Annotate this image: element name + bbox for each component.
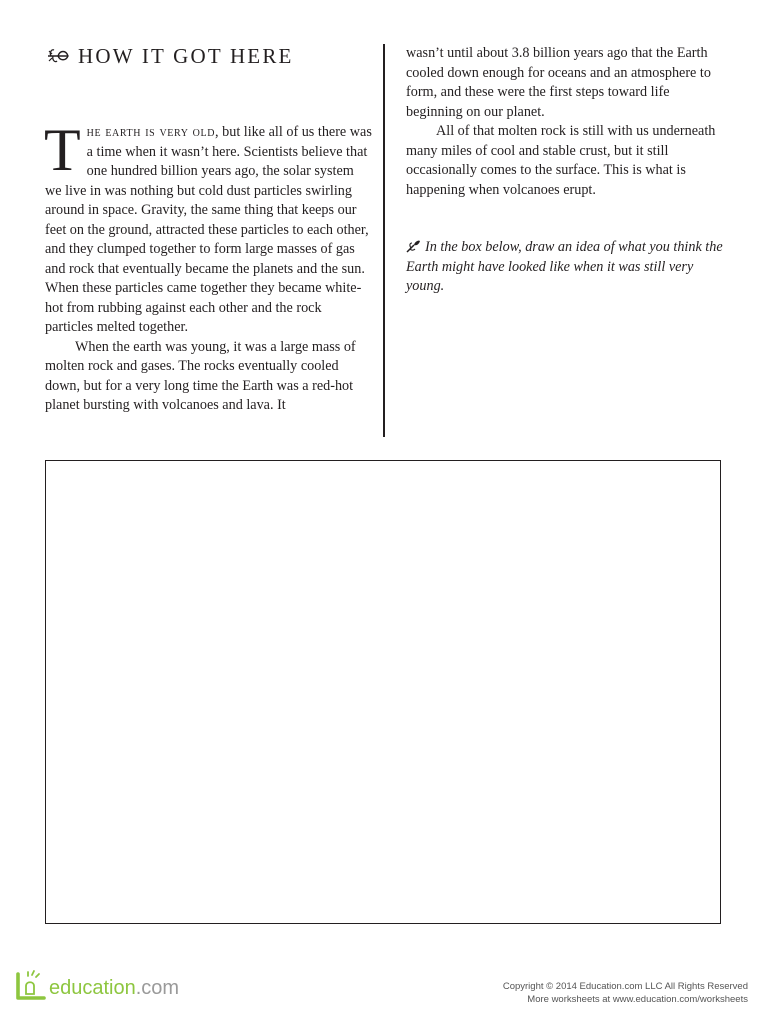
footer-credits xyxy=(503,980,748,1006)
intro-paragraph-text: , but like all of us there was a time when it wasn’t here. Scientists believe that one hundred billion years ago, the solar system we live in was nothing but cold dust particles swirling around in space. Gravity, the same thing that keeps our feet on the ground, attracted these particles to each other, and they clumped together to form large masses of gas and rock that eventually became the planets and the sun. When these particles came together they became white-hot from rubbing against each other and the rock particles melted together. xyxy=(45,124,372,335)
education-wordmark xyxy=(49,976,179,1000)
leaf-sprig-icon xyxy=(46,45,70,67)
drawing-box[interactable] xyxy=(45,460,721,924)
drawing-prompt xyxy=(406,238,728,297)
molten-rock-paragraph: All of that molten rock is still with us underneath many miles of cool and stable crust, but it still occasionally comes to the surface. This is what is happening when volcanoes erupt. xyxy=(406,123,716,198)
page-title xyxy=(46,40,294,72)
education-logo-mark-icon xyxy=(14,966,48,1002)
wordmark-main: education xyxy=(49,977,136,999)
lead-in-smallcaps: he earth is very old xyxy=(86,124,216,140)
prompt-text: In the box below, draw an idea of what you think the Earth might have looked like when it was still very young. xyxy=(406,239,723,294)
title-text: HOW IT GOT HERE xyxy=(78,43,294,68)
copyright-text: Copyright © 2014 Education.com LLC All Rights Reserved xyxy=(502,981,748,992)
education-logo xyxy=(14,966,179,1002)
wordmark-suffix: .com xyxy=(135,977,180,999)
cooling-paragraph: wasn’t until about 3.8 billion years ago that the Earth cooled down enough for oceans and an atmosphere to form, and these were the first steps toward life beginning on our planet. xyxy=(406,45,711,120)
more-worksheets-text: More worksheets at www.education.com/worksheets xyxy=(527,994,748,1005)
right-column xyxy=(406,44,728,200)
left-column xyxy=(44,117,373,416)
drop-cap: T xyxy=(44,117,81,183)
column-divider xyxy=(383,44,385,437)
young-earth-paragraph: When the earth was young, it was a large mass of molten rock and gases. The rocks eventually cooled down, but for a very long time the Earth was a red-hot planet bursting with volcanoes and lava. It xyxy=(45,338,356,413)
intro-paragraph xyxy=(44,117,373,338)
pencil-sprig-icon xyxy=(406,239,421,253)
